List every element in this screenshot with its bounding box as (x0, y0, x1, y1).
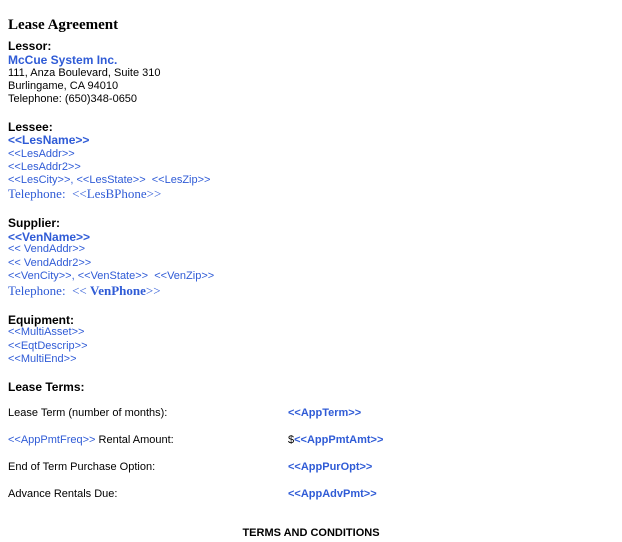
lessee-zip: <<LesZip>> (151, 174, 211, 186)
supplier-city: <<VenCity>>, (8, 270, 75, 282)
lessor-name: McCue System Inc. (8, 53, 118, 67)
lease-term-value: <<AppTerm>> (288, 407, 362, 419)
rental-amount-field: <<AppPmtAmt>> (294, 434, 384, 446)
lessee-address-line1: <<LesAddr>> (8, 148, 75, 160)
supplier-state: <<VenState>> (77, 270, 149, 282)
rental-amount-value (288, 434, 383, 446)
rental-amount-label (8, 434, 174, 446)
document-title: Lease Agreement (8, 17, 119, 33)
advance-rentals-value: <<AppAdvPmt>> (288, 488, 377, 500)
lessee-city-line (8, 174, 210, 186)
supplier-name: <<VenName>> (8, 230, 91, 244)
supplier-telephone-field: VenPhone (90, 283, 146, 298)
lessee-state: <<LesState>> (76, 174, 146, 186)
lessee-heading: Lessee: (8, 120, 53, 134)
equipment-line3: <<MultiEnd>> (8, 353, 77, 365)
equipment-line1: <<MultiAsset>> (8, 326, 85, 338)
terms-and-conditions-heading: TERMS AND CONDITIONS (242, 527, 380, 539)
lessee-address-line2: <<LesAddr2>> (8, 161, 81, 173)
supplier-telephone-label: Telephone: (8, 283, 66, 298)
payment-frequency-field: <<AppPmtFreq>> (8, 434, 96, 446)
supplier-heading: Supplier: (8, 216, 61, 230)
lessee-telephone-value: <<LesBPhone>> (72, 186, 162, 201)
lessor-heading: Lessor: (8, 39, 52, 53)
supplier-zip: <<VenZip>> (154, 270, 215, 282)
equipment-line2: <<EqtDescrip>> (8, 340, 88, 352)
advance-rentals-label: Advance Rentals Due: (8, 488, 118, 500)
supplier-address-line2: << VendAddr2>> (8, 257, 92, 269)
lessee-name: <<LesName>> (8, 133, 90, 147)
lessee-city: <<LesCity>>, (8, 174, 74, 186)
purchase-option-label: End of Term Purchase Option: (8, 461, 156, 473)
equipment-heading: Equipment: (8, 313, 74, 327)
supplier-address-line1: << VendAddr>> (8, 243, 86, 255)
lessor-address-line1: 111, Anza Boulevard, Suite 310 (8, 67, 161, 79)
supplier-city-line (8, 270, 214, 282)
lessee-telephone (8, 186, 161, 202)
lessor-telephone: Telephone: (650)348-0650 (8, 93, 138, 105)
supplier-telephone (8, 283, 161, 299)
lessee-telephone-label: Telephone: (8, 186, 66, 201)
lessor-address-line2: Burlingame, CA 94010 (8, 80, 119, 92)
dollar-sign: $ (288, 434, 295, 446)
rental-amount-text: Rental Amount: (95, 434, 174, 446)
purchase-option-value: <<AppPurOpt>> (288, 461, 373, 473)
lease-terms-heading: Lease Terms: (8, 380, 85, 394)
supplier-telephone-open: << (72, 283, 90, 298)
supplier-telephone-close: >> (145, 283, 161, 298)
lease-term-label: Lease Term (number of months): (8, 407, 168, 419)
